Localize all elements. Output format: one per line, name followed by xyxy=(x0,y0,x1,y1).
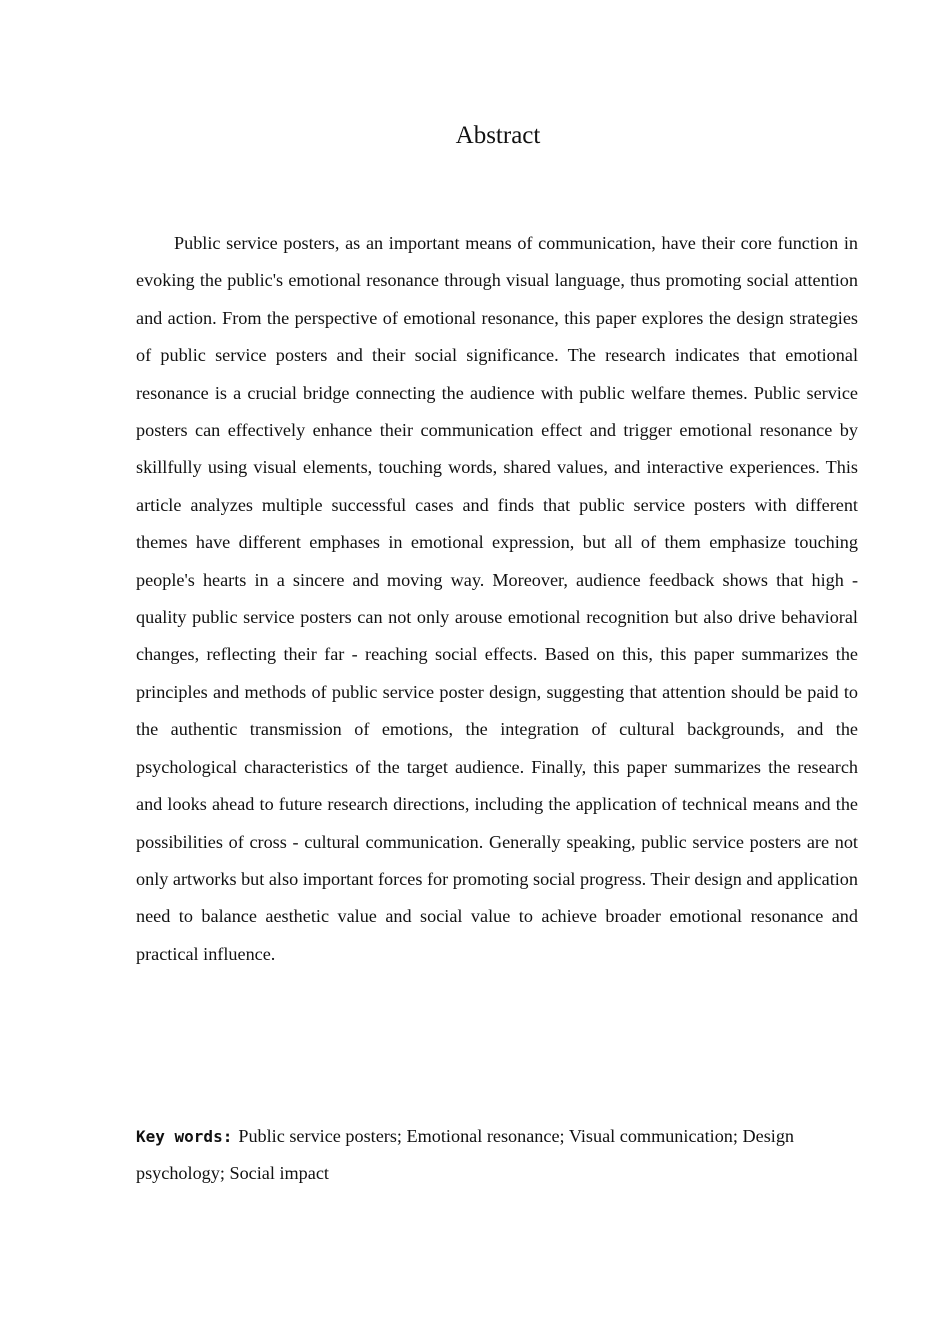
keywords-list: Public service posters; Emotional resonance; Visual communication; Design psychology; Social impact xyxy=(136,1126,795,1184)
keywords-label: Key words: xyxy=(136,1127,233,1146)
keywords-section xyxy=(136,1118,858,1193)
page-title: Abstract xyxy=(455,122,541,149)
abstract-paragraph: Public service posters, as an important means of communication, have their core function in evoking the public's emotional resonance through visual language, thus promoting social attention and action. From the perspective of emotional resonance, this paper explores the design strategies of public service posters and their social significance. The research indicates that emotional resonance is a crucial bridge connecting the audience with public welfare themes. Public service posters can effectively enhance their communication effect and trigger emotional resonance by skillfully using visual elements, touching words, shared values, and interactive experiences. This article analyzes multiple successful cases and finds that public service posters with different themes have different emphases in emotional expression, but all of them emphasize touching people's hearts in a sincere and moving way. Moreover, audience feedback shows that high - quality public service posters can not only arouse emotional recognition but also drive behavioral changes, reflecting their far - reaching social effects. Based on this, this paper summarizes the principles and methods of public service poster design, suggesting that attention should be paid to the authentic transmission of emotions, the integration of cultural backgrounds, and the psychological characteristics of the target audience. Finally, this paper summarizes the research and looks ahead to future research directions, including the application of technical means and the possibilities of cross - cultural communication. Generally speaking, public service posters are not only artworks but also important forces for promoting social progress. Their design and application need to balance aesthetic value and social value to achieve broader emotional resonance and practical influence. xyxy=(136,233,858,964)
